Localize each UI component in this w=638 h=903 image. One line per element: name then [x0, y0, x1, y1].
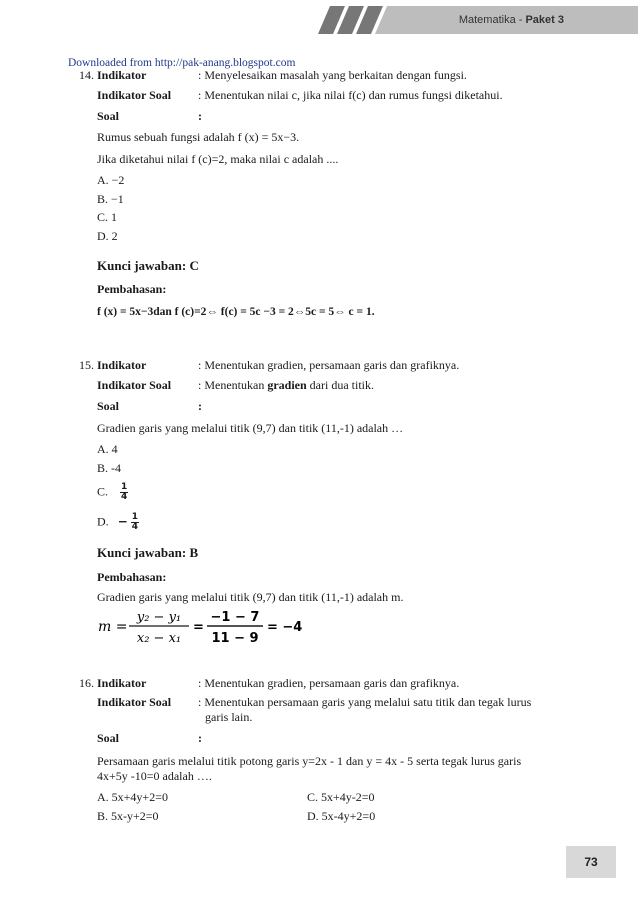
- q15-option-d: [97, 513, 139, 532]
- q15-option-c-label: C.: [97, 484, 109, 499]
- q15-pembahasan-label: Pembahasan:: [97, 570, 167, 584]
- q15-question: Gradien garis yang melalui titik (9,7) dan titik (11,-1) adalah …: [97, 421, 404, 435]
- q16-indsoal-text1: : Menentukan persamaan garis yang melalui satu titik dan tegak lurus: [198, 695, 532, 709]
- q16-indsoal-label: Indikator Soal: [97, 695, 172, 709]
- q15-option-a: A. 4: [97, 442, 118, 456]
- header-subject: Matematika: [458, 14, 516, 26]
- q16-option-c: C. 5x+4y-2=0: [307, 790, 375, 804]
- q15-indsoal-bold: gradien: [267, 378, 307, 392]
- q15-formula: [96, 606, 316, 648]
- q15-number: 15.: [79, 358, 94, 372]
- q16-option-b: B. 5x-y+2=0: [97, 809, 159, 823]
- page-number: 73: [566, 846, 616, 878]
- q14-number: 14.: [79, 68, 94, 82]
- q16-indikator-label: Indikator: [97, 676, 147, 690]
- q16-option-d: D. 5x-4y+2=0: [307, 809, 376, 823]
- q14-soal-colon: :: [198, 109, 202, 123]
- q15-indsoal-prefix: : Menentukan: [198, 378, 268, 392]
- q16-question-line2: 4x+5y -10=0 adalah ….: [97, 769, 212, 783]
- formula-num2: −1 − 7: [210, 610, 260, 625]
- q15-option-d-label: D.: [97, 514, 109, 529]
- q16-indikator-text: : Menentukan gradien, persamaan garis dan grafiknya.: [198, 676, 460, 690]
- q15-soal-label: Soal: [97, 399, 120, 413]
- header-separator: -: [515, 14, 526, 26]
- q15-pembahasan-text: Gradien garis yang melalui titik (9,7) dan titik (11,-1) adalah m.: [97, 590, 404, 604]
- q14-question-line1: Rumus sebuah fungsi adalah f (x) = 5x−3.: [97, 130, 300, 144]
- formula-den2: 11 − 9: [211, 631, 259, 646]
- q15-option-d-den: 4: [131, 522, 138, 532]
- formula-result: = −4: [267, 620, 303, 635]
- q14-soal-label: Soal: [97, 109, 120, 123]
- q15-indikator-text: : Menentukan gradien, persamaan garis dan grafiknya.: [198, 358, 460, 372]
- header-package: Paket 3: [525, 14, 564, 26]
- q15-indsoal-label: Indikator Soal: [97, 378, 172, 392]
- formula-den1: x₂ − x₁: [136, 631, 182, 646]
- q14-question-line2: Jika diketahui nilai f (c)=2, maka nilai c adalah ....: [97, 152, 339, 166]
- q16-option-a: A. 5x+4y+2=0: [97, 790, 168, 804]
- q14-indikator-text: : Menyelesaikan masalah yang berkaitan dengan fungsi.: [198, 68, 467, 82]
- q15-soal-colon: :: [198, 399, 202, 413]
- q15-indsoal-text: [198, 378, 374, 392]
- q14-option-d: D. 2: [97, 229, 118, 243]
- q16-number: 16.: [79, 676, 94, 690]
- q14-indsoal-text: : Menentukan nilai c, jika nilai f(c) dan rumus fungsi diketahui.: [198, 88, 503, 102]
- q15-indikator-label: Indikator: [97, 358, 147, 372]
- q14-option-a: A. −2: [97, 173, 125, 187]
- q14-pembahasan-label: Pembahasan:: [97, 282, 167, 296]
- q16-indsoal-text2: garis lain.: [205, 710, 253, 724]
- q16-soal-colon: :: [198, 731, 202, 745]
- q16-soal-label: Soal: [97, 731, 120, 745]
- q15-option-c-den: 4: [121, 492, 128, 502]
- q14-indikator-label: Indikator: [97, 68, 147, 82]
- formula-num1: y₂ − y₁: [136, 610, 182, 625]
- formula-eq1: =: [193, 620, 204, 635]
- q14-pembahasan-text: f (x) = 5x−3dan f (c)=2⇔ f(c) = 5c −3 = 2⇔5c = 5⇔ c = 1.: [97, 306, 375, 318]
- q15-indsoal-suffix: dari dua titik.: [306, 378, 374, 392]
- download-link[interactable]: Downloaded from http://pak-anang.blogspot.com: [68, 57, 296, 69]
- q14-indsoal-label: Indikator Soal: [97, 88, 172, 102]
- q15-option-d-fraction: [131, 513, 139, 532]
- q15-answer-key: Kunci jawaban: B: [97, 545, 199, 560]
- q15-option-c: [97, 483, 128, 502]
- formula-lhs: m =: [98, 619, 128, 635]
- q15-option-c-num: 1: [121, 482, 128, 492]
- q15-option-c-fraction: [120, 483, 128, 502]
- q16-question-line1: Persamaan garis melalui titik potong garis y=2x - 1 dan y = 4x - 5 serta tegak lurus garis: [97, 754, 522, 768]
- q15-option-d-sign: −: [117, 514, 128, 529]
- q14-option-b: B. −1: [97, 192, 124, 206]
- q14-option-c: C. 1: [97, 210, 118, 224]
- q15-option-b: B. -4: [97, 461, 121, 475]
- header-title: [459, 14, 564, 26]
- q15-option-d-num: 1: [131, 512, 138, 522]
- q14-answer-key: Kunci jawaban: C: [97, 258, 199, 273]
